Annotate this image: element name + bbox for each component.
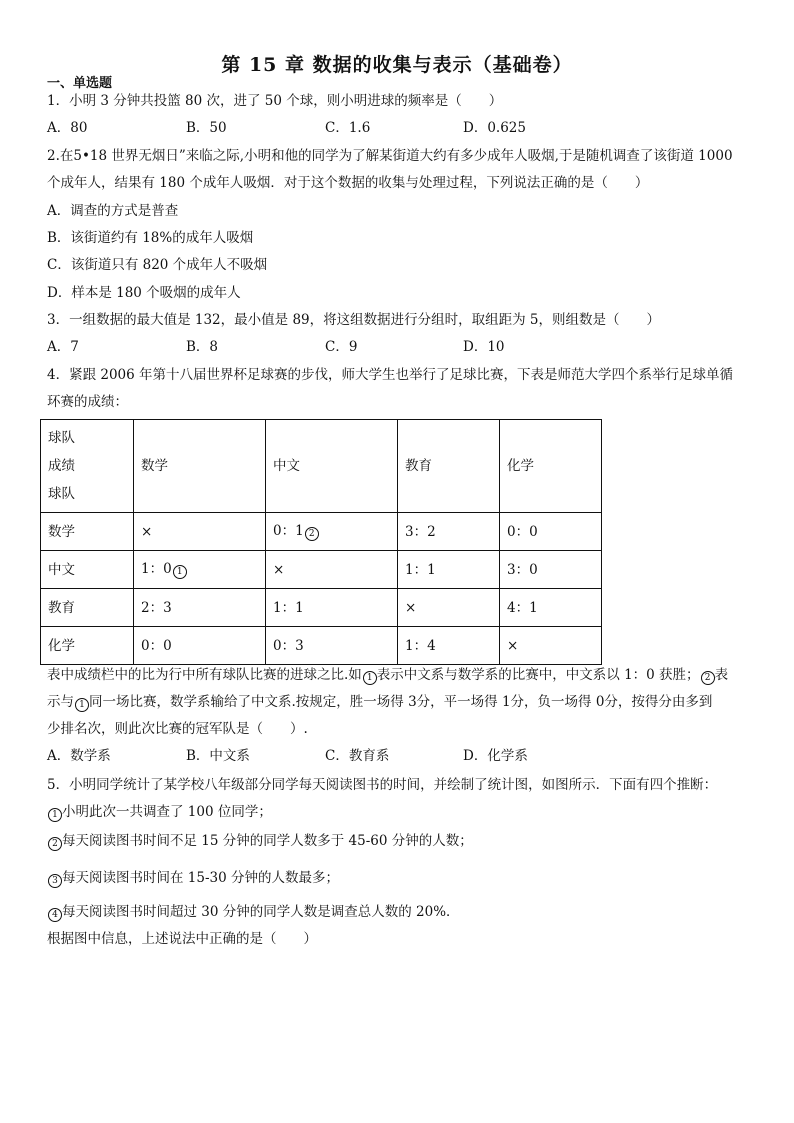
question-4-options (47, 747, 647, 765)
q3-option-c[interactable]: C．9 (325, 339, 358, 355)
q5-statement-2 (47, 832, 473, 851)
table-corner-cell (41, 420, 134, 513)
corner-label-score: 成绩 (48, 458, 75, 474)
score-table (40, 419, 602, 665)
table-cell (134, 551, 266, 589)
table-cell: × (134, 513, 266, 551)
note-text: 同一场比赛，数学系输给了中文系.按规定，胜一场得 3分，平一场得 1分，负一场得 0分，按得分由多到 (89, 694, 713, 710)
row-header-chemistry: 化学 (41, 627, 134, 665)
table-cell: 0：0 (134, 627, 266, 665)
q3-option-d[interactable]: D．10 (463, 339, 505, 355)
row-header-education: 教育 (41, 589, 134, 627)
table-row (41, 627, 602, 665)
q4-option-d[interactable]: D．化学系 (463, 748, 528, 764)
question-4-stem-line2: 环赛的成绩： (47, 394, 128, 410)
question-3-stem: 3．一组数据的最大值是 132，最小值是 89，将这组数据进行分组时，取组距为 5，则组数是（ ） (47, 312, 660, 328)
question-4-note-line3: 少排名次，则此次比赛的冠军队是（ ）. (47, 721, 308, 737)
question-1-options (47, 119, 647, 137)
question-4-stem-line1: 4．紧跟 2006 年第十八届世界杯足球赛的步伐，师大学生也举行了足球比赛，下表是师范大学四个系举行足球单循 (47, 367, 734, 383)
column-header-education: 教育 (398, 420, 500, 513)
circled-number-2: 2 (48, 837, 62, 851)
question-3-options (47, 338, 647, 356)
q3-option-a[interactable]: A．7 (47, 339, 79, 355)
row-header-math: 数学 (41, 513, 134, 551)
table-cell: 0：3 (266, 627, 398, 665)
question-2-stem-line2: 个成年人，结果有 180 个成年人吸烟．对于这个数据的收集与处理过程，下列说法正确的是（ ） (47, 175, 649, 191)
q1-option-a[interactable]: A．80 (47, 120, 88, 136)
question-2-stem-line1: 2.在5•18 世界无烟日”来临之际,小明和他的同学为了解某街道大约有多少成年人吸烟,于是随机调查了该街道 1000 (47, 148, 733, 164)
table-cell (266, 513, 398, 551)
circled-number-1: 1 (75, 698, 89, 712)
question-4-note-line2 (47, 693, 712, 712)
circled-number-4: 4 (48, 908, 62, 922)
note-text: 表中成绩栏中的比为行中所有球队比赛的进球之比.如 (47, 667, 362, 683)
table-row (41, 513, 602, 551)
column-header-chemistry: 化学 (500, 420, 602, 513)
table-row (41, 551, 602, 589)
statement-text: 每天阅读图书时间超过 30 分钟的同学人数是调查总人数的 20%． (62, 904, 460, 920)
question-5-closing: 根据图中信息，上述说法中正确的是（ ） (47, 931, 317, 947)
q4-option-b[interactable]: B．中文系 (186, 748, 250, 764)
table-cell: 1：1 (266, 589, 398, 627)
q1-option-d[interactable]: D．0.625 (463, 120, 526, 136)
question-1-stem: 1．小明 3 分钟共投篮 80 次，进了 50 个球，则小明进球的频率是（ ） (47, 93, 503, 109)
table-row (41, 589, 602, 627)
circled-number-3: 3 (48, 874, 62, 888)
table-cell: 2：3 (134, 589, 266, 627)
table-cell: 1：1 (398, 551, 500, 589)
circled-number-1: 1 (173, 565, 187, 579)
statement-text: 每天阅读图书时间不足 15 分钟的同学人数多于 45-60 分钟的人数； (62, 833, 473, 849)
circled-number-1: 1 (363, 671, 377, 685)
note-text: 示与 (47, 694, 74, 710)
question-5-stem: 5．小明同学统计了某学校八年级部分同学每天阅读图书的时间，并绘制了统计图，如图所示．下面有四个推断： (47, 777, 718, 793)
table-header-row (41, 420, 602, 513)
q2-option-d[interactable]: D．样本是 180 个吸烟的成年人 (47, 285, 241, 301)
question-4-note-line1 (47, 666, 728, 685)
column-header-chinese: 中文 (266, 420, 398, 513)
table-cell: × (500, 627, 602, 665)
q5-statement-4 (47, 903, 460, 922)
corner-label-team-left: 球队 (48, 486, 75, 502)
circled-number-2: 2 (701, 671, 715, 685)
score-text: 0：1 (273, 523, 304, 539)
q1-option-b[interactable]: B．50 (186, 120, 227, 136)
table-cell: × (398, 589, 500, 627)
q5-statement-1 (47, 803, 272, 822)
q2-option-c[interactable]: C．该街道只有 820 个成年人不吸烟 (47, 257, 268, 273)
table-cell: 4：1 (500, 589, 602, 627)
note-text: 表 (714, 667, 729, 683)
circled-number-2: 2 (305, 527, 319, 541)
q4-option-a[interactable]: A．数学系 (47, 748, 111, 764)
q5-statement-3 (47, 869, 339, 888)
corner-label-team-top: 球队 (48, 430, 75, 446)
q1-option-c[interactable]: C．1.6 (325, 120, 371, 136)
statement-text: 小明此次一共调查了 100 位同学； (62, 804, 272, 820)
table-cell: 3：2 (398, 513, 500, 551)
statement-text: 每天阅读图书时间在 15-30 分钟的人数最多； (62, 870, 339, 886)
table-cell: 1：4 (398, 627, 500, 665)
row-header-chinese: 中文 (41, 551, 134, 589)
table-cell: 3：0 (500, 551, 602, 589)
column-header-math: 数学 (134, 420, 266, 513)
table-cell: × (266, 551, 398, 589)
circled-number-1: 1 (48, 808, 62, 822)
q2-option-b[interactable]: B．该街道约有 18%的成年人吸烟 (47, 230, 254, 246)
table-cell: 0：0 (500, 513, 602, 551)
note-text: 表示中文系与数学系的比赛中，中文系以 1：0 获胜； (376, 667, 700, 683)
q3-option-b[interactable]: B．8 (186, 339, 219, 355)
score-text: 1：0 (141, 561, 172, 577)
q4-option-c[interactable]: C．教育系 (325, 748, 390, 764)
page-title: 第 15 章 数据的收集与表示（基础卷） (221, 54, 573, 76)
q2-option-a[interactable]: A．调查的方式是普查 (47, 203, 179, 219)
section-heading: 一、单选题 (47, 76, 113, 91)
